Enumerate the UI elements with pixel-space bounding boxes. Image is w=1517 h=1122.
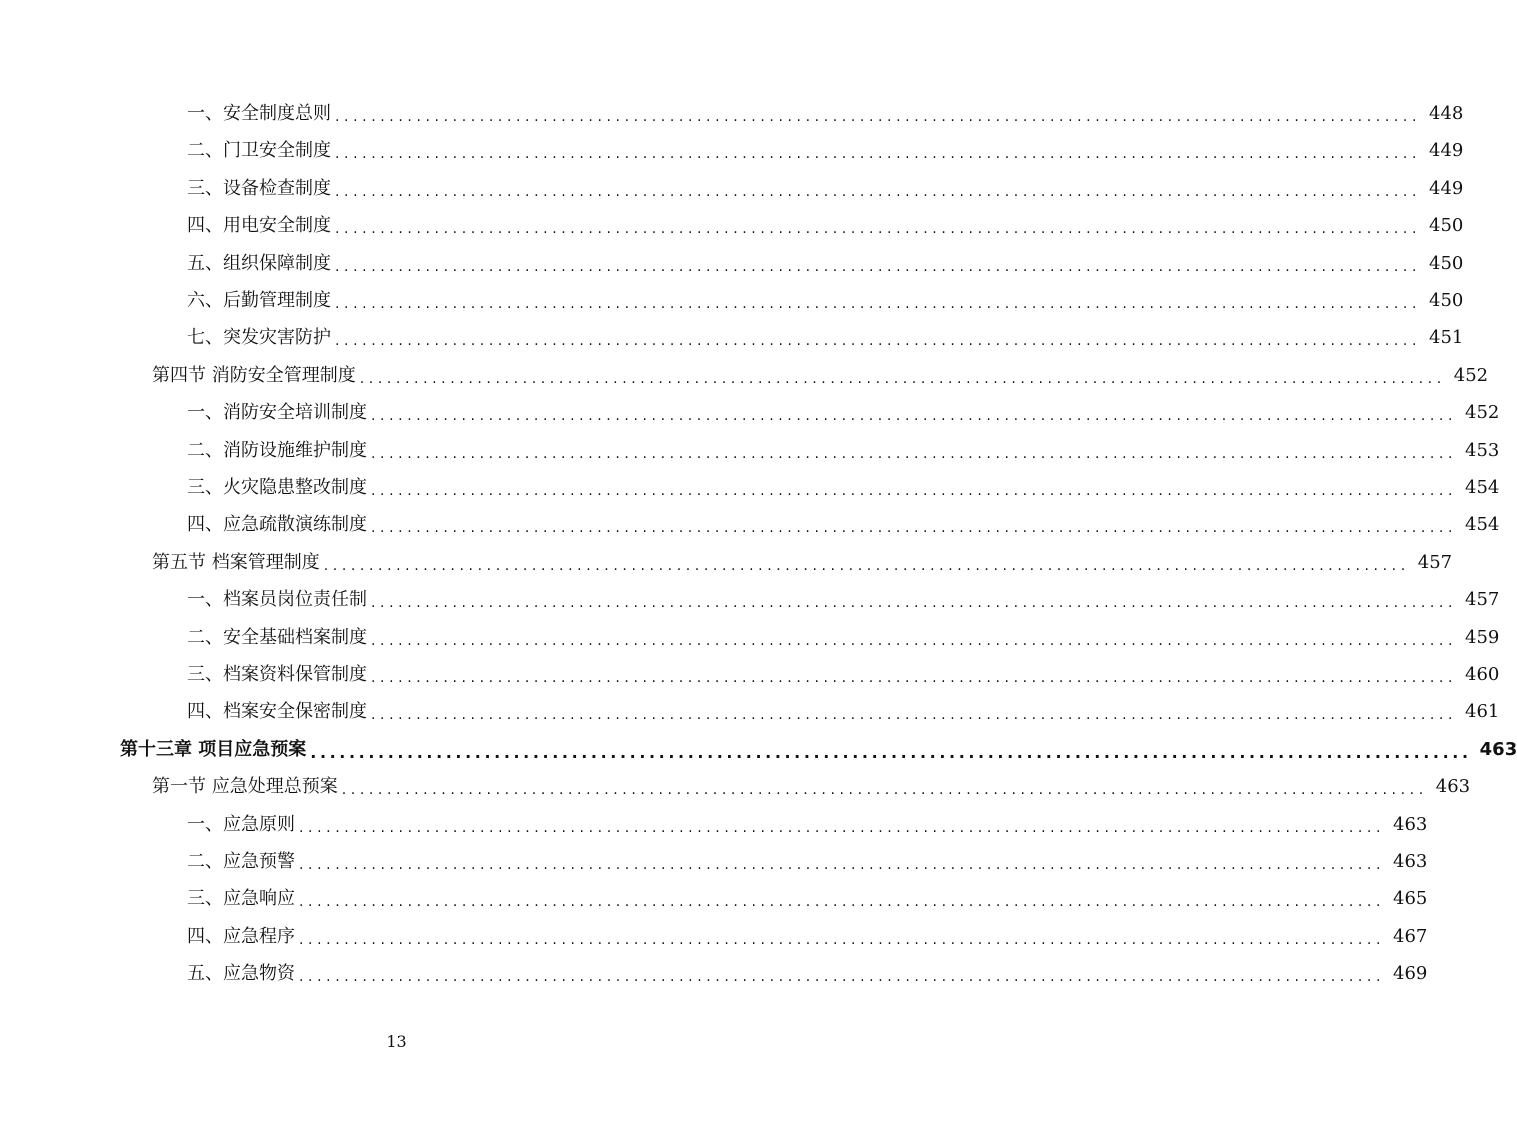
toc-entry-page: 467: [1393, 925, 1428, 947]
toc-entry-title: 三、档案资料保管制度: [187, 664, 367, 685]
toc-entry-page: 469: [1393, 963, 1428, 985]
toc-entry-page: 463: [1393, 813, 1428, 835]
toc-entry-page: 463: [1479, 738, 1517, 760]
toc-entry-title: 五、组织保障制度: [187, 252, 331, 274]
toc-entry[interactable]: [0, 511, 1500, 539]
toc-leader-dots: ........................................................................................................................: [371, 707, 1458, 724]
toc-entry-title: 六、后勤管理制度: [187, 290, 331, 311]
toc-entry[interactable]: [0, 137, 1464, 165]
toc-entry-page: 448: [1429, 103, 1464, 124]
toc-entry-title: 一、应急原则: [187, 813, 295, 835]
toc-entry-page: 450: [1429, 290, 1464, 311]
toc-entry-title: 五、应急物资: [187, 963, 295, 985]
toc-leader-dots: ........................................................................................................................: [371, 595, 1458, 612]
toc-leader-dots: ........................................................................................................................: [335, 183, 1422, 200]
toc-entry[interactable]: [0, 624, 1500, 652]
toc-entry-title: 第十三章 项目应急预案: [120, 738, 307, 760]
toc-entry-title: 一、消防安全培训制度: [187, 402, 367, 424]
toc-leader-dots: ........................................................................................................................: [371, 520, 1458, 537]
toc-entry-page: 452: [1453, 364, 1489, 386]
toc-leader-dots: ........................................................................................................................: [299, 857, 1386, 873]
toc-entry-title: 二、门卫安全制度: [187, 140, 331, 162]
toc-leader-dots: ........................................................................................................................: [359, 370, 1446, 387]
toc-entry-title: 四、应急疏散演练制度: [187, 514, 367, 536]
toc-entry[interactable]: [0, 287, 1464, 315]
toc-entry[interactable]: [0, 811, 1428, 839]
toc-entry-page: 457: [1465, 589, 1500, 611]
toc-entry[interactable]: [0, 960, 1428, 988]
toc-leader-dots: ........................................................................................................................: [371, 483, 1458, 499]
toc-entry-title: 二、应急预警: [187, 851, 295, 872]
toc-leader-dots: ........................................................................................................................: [335, 296, 1422, 312]
toc-entry[interactable]: [0, 362, 1489, 390]
toc-entry[interactable]: [0, 736, 1517, 764]
toc-entry-page: 452: [1465, 402, 1500, 424]
toc-entry[interactable]: [0, 549, 1453, 577]
toc-leader-dots: ........................................................................................................................: [299, 969, 1386, 986]
toc-entry-title: 一、安全制度总则: [187, 103, 331, 124]
toc-entry-page: 451: [1429, 327, 1464, 349]
toc-leader-dots: ........................................................................................................................: [371, 408, 1458, 425]
toc-entry-title: 二、安全基础档案制度: [187, 626, 367, 648]
toc-entry[interactable]: [0, 586, 1500, 614]
toc-leader-dots: ........................................................................................................................: [371, 445, 1458, 462]
toc-leader-dots: ........................................................................................................................: [371, 670, 1458, 686]
toc-entry-page: 450: [1429, 215, 1464, 237]
toc-entry-title: 第五节 档案管理制度: [152, 551, 320, 573]
toc-leader-dots: ........................................................................................................................: [323, 557, 1410, 574]
toc-entry[interactable]: [0, 250, 1464, 278]
toc-entry[interactable]: [0, 212, 1464, 240]
toc-entry[interactable]: [0, 773, 1471, 801]
toc-entry-title: 第一节 应急处理总预案: [152, 776, 338, 798]
toc-entry[interactable]: [0, 399, 1500, 427]
toc-entry[interactable]: [0, 474, 1500, 502]
toc-entry-title: 三、火灾隐患整改制度: [187, 477, 367, 498]
toc-entry[interactable]: [0, 324, 1464, 352]
toc-entry-title: 三、应急响应: [187, 888, 295, 910]
toc-entry-page: 460: [1465, 664, 1500, 685]
toc-entry-page: 449: [1429, 140, 1464, 162]
toc-leader-dots: ........................................................................................................................: [335, 258, 1422, 275]
toc-entry-page: 461: [1465, 701, 1500, 723]
toc-entry-page: 450: [1429, 252, 1464, 274]
toc-leader-dots: ........................................................................................................................: [335, 109, 1422, 125]
toc-entry-page: 459: [1465, 626, 1500, 648]
toc-entry-title: 三、设备检查制度: [187, 177, 331, 199]
toc-leader-dots: ........................................................................................................................: [299, 819, 1386, 836]
toc-entry-title: 二、消防设施维护制度: [187, 439, 367, 461]
page-number: 13: [386, 1032, 407, 1051]
toc-entry-page: 449: [1429, 177, 1464, 199]
toc-entry-page: 463: [1393, 851, 1428, 872]
toc-entry[interactable]: [0, 848, 1428, 876]
toc-entry-title: 四、档案安全保密制度: [187, 701, 367, 723]
toc-entry-page: 457: [1417, 551, 1453, 573]
toc-entry-page: 463: [1435, 776, 1471, 798]
toc-leader-dots: ........................................................................................................................: [335, 333, 1422, 350]
toc-entry[interactable]: [0, 437, 1500, 465]
toc-entry-page: 453: [1465, 439, 1500, 461]
toc-leader-dots: ........................................................................................................................: [341, 782, 1428, 799]
toc-entry[interactable]: [0, 698, 1500, 726]
toc-entry[interactable]: [0, 100, 1464, 128]
toc-entry-page: 454: [1465, 477, 1500, 498]
toc-entry[interactable]: [0, 661, 1500, 689]
toc-entry-title: 一、档案员岗位责任制: [187, 589, 367, 611]
toc-entry[interactable]: [0, 885, 1428, 913]
toc-entry-page: 465: [1393, 888, 1428, 910]
toc-entry[interactable]: [0, 923, 1428, 951]
toc-leader-dots: ........................................................................................................................: [335, 221, 1422, 238]
toc-entry-title: 七、突发灾害防护: [187, 327, 331, 349]
toc-entry-title: 四、应急程序: [187, 925, 295, 947]
toc-leader-dots: ........................................................................................................................: [335, 146, 1422, 163]
toc-leader-dots: ........................................................................................................................: [371, 632, 1458, 649]
toc-entry-title: 第四节 消防安全管理制度: [152, 364, 356, 386]
toc-entry-page: 454: [1465, 514, 1500, 536]
toc-leader-dots: ........................................................................................................................: [310, 742, 1472, 762]
toc-leader-dots: ........................................................................................................................: [299, 894, 1386, 911]
toc-entry-title: 四、用电安全制度: [187, 215, 331, 237]
toc-leader-dots: ........................................................................................................................: [299, 931, 1386, 948]
toc-entry[interactable]: [0, 175, 1464, 203]
